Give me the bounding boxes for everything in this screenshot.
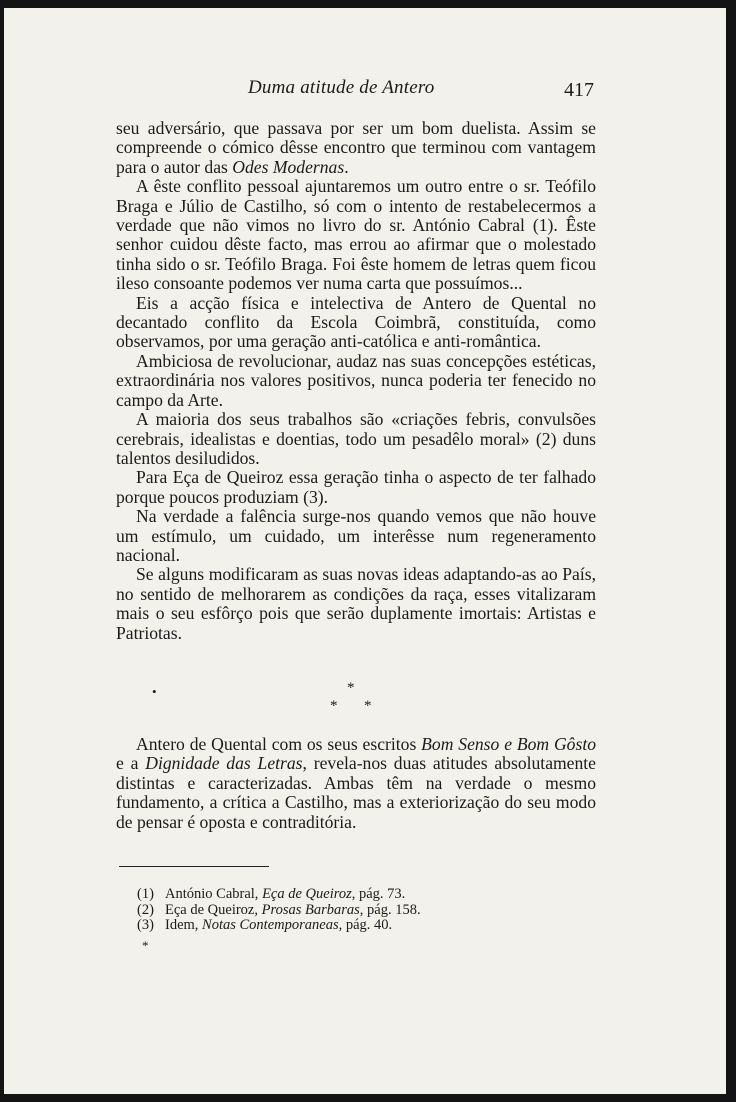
italic-title: Bom Senso e Bom Gôsto bbox=[421, 734, 597, 754]
page-number: 417 bbox=[564, 79, 594, 101]
footnote: (2) Eça de Queiroz, Prosas Barbaras, pág. 158. bbox=[137, 901, 421, 918]
running-title: Duma atitude de Antero bbox=[248, 77, 435, 98]
running-head bbox=[4, 77, 726, 105]
footnote-rule bbox=[119, 866, 269, 867]
asterism-star: * bbox=[364, 698, 372, 714]
footnotes bbox=[137, 887, 537, 934]
paragraph: Para Eça de Queiroz essa geração tinha o aspecto de ter falhado porque poucos produziam (3). bbox=[116, 467, 596, 507]
ink-speck: • bbox=[152, 684, 157, 699]
book-page bbox=[4, 8, 726, 1094]
italic-title: Dignidade das Letras bbox=[145, 753, 303, 774]
ink-speck: * bbox=[142, 938, 149, 953]
paragraph: Se alguns modificaram as suas novas ideas adaptando-as ao País, no sentido de melhorarem as condições da raça, esses vitalizaram mais o seu esfôrço pois que serão duplamente imortais: Artistas e Patriotas. bbox=[116, 564, 596, 643]
paragraph: Ambiciosa de revolucionar, audaz nas suas concepções estéticas, extraordinária nos valores positivos, nunca poderia ter fenecido no campo da Arte. bbox=[116, 350, 596, 410]
asterism-star: * bbox=[347, 680, 355, 696]
paragraph: Antero de Quental com os seus escritos Bom Senso e Bom Gôsto e a Dignidade das Letras, revela-nos duas atitudes absolutamente distintas e caracterizadas. Ambas têm na verdade o mesmo fundamento, a crítica a Castilho, mas a exteriorização do seu modo de pensar é oposta e contraditória. bbox=[116, 734, 597, 832]
paragraph: A êste conflito pessoal ajuntaremos um outro entre o sr. Teófilo Braga e Júlio de Castilho, só com o intento de restabelecermos a verdade que não vimos no livro do sr. António Cabral (1). Êste senhor cuidou dêste facto, mas errou ao afirmar que o molestado tinha sido o sr. Teófilo Braga. Foi êste homem de letras quem ficou ileso consoante podemos ver numa carta que possuímos... bbox=[116, 176, 596, 294]
section-text bbox=[116, 735, 596, 832]
paragraph: A maioria dos seus trabalhos são «criações febris, convulsões cerebrais, idealistas e doentias, todo um pesadêlo moral» (2) duns talentos desiludidos. bbox=[116, 409, 596, 468]
section-separator bbox=[4, 680, 726, 720]
paragraph: seu adversário, que passava por ser um bom duelista. Assim se compreende o cómico dêsse encontro que terminou com vantagem para o autor das Odes Modernas. bbox=[116, 118, 596, 177]
italic-title: Odes Modernas bbox=[232, 156, 345, 177]
asterism-star: * bbox=[330, 698, 338, 714]
footnote: (3) Idem, Notas Contemporaneas, pág. 40. bbox=[137, 917, 393, 934]
paragraph: Na verdade a falência surge-nos quando vemos que não houve um estímulo, um cuidado, um interêsse num regeneramento nacional. bbox=[116, 506, 596, 565]
main-text bbox=[116, 119, 596, 643]
paragraph: Eis a acção física e intelectiva de Antero de Quental no decantado conflito da Escola Coimbrã, constituída, como observamos, por uma geração anti-católica e anti-romântica. bbox=[116, 292, 596, 352]
footnote: (1) António Cabral, Eça de Queiroz, pág. 73. bbox=[137, 886, 406, 902]
